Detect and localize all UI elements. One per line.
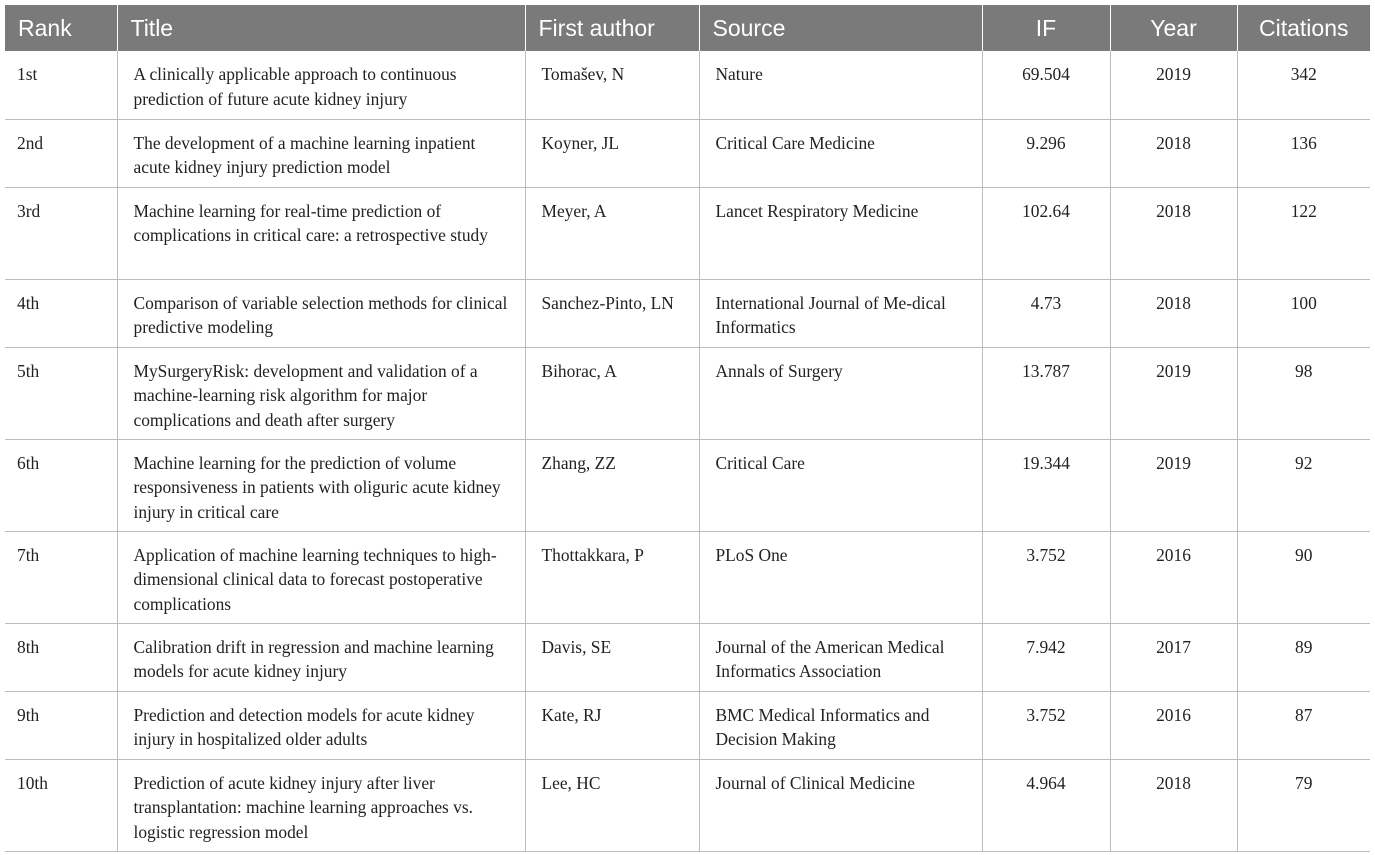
cell-rank: 2nd bbox=[5, 119, 117, 187]
table-row bbox=[5, 119, 1370, 187]
cell-source: Critical Care Medicine bbox=[699, 119, 982, 187]
cell-year: 2018 bbox=[1110, 187, 1237, 279]
cell-citations: 87 bbox=[1237, 691, 1370, 759]
cell-year: 2016 bbox=[1110, 691, 1237, 759]
cell-if: 102.64 bbox=[982, 187, 1110, 279]
cell-title: Prediction and detection models for acute kidney injury in hospitalized older adults bbox=[117, 691, 525, 759]
cell-author: Koyner, JL bbox=[525, 119, 699, 187]
cell-source: Journal of the American Medical Informatics Association bbox=[699, 623, 982, 691]
cell-if: 19.344 bbox=[982, 439, 1110, 531]
table-row bbox=[5, 187, 1370, 279]
cell-if: 13.787 bbox=[982, 347, 1110, 439]
cell-title: A clinically applicable approach to continuous prediction of future acute kidney injury bbox=[117, 51, 525, 119]
cell-rank: 3rd bbox=[5, 187, 117, 279]
cell-citations: 90 bbox=[1237, 531, 1370, 623]
cell-citations: 122 bbox=[1237, 187, 1370, 279]
cell-rank: 9th bbox=[5, 691, 117, 759]
cell-citations: 342 bbox=[1237, 51, 1370, 119]
table-row bbox=[5, 531, 1370, 623]
header-year: Year bbox=[1110, 5, 1237, 51]
cell-title: Comparison of variable selection methods for clinical predictive modeling bbox=[117, 279, 525, 347]
cell-title: Application of machine learning techniques to high-dimensional clinical data to forecast postoperative complications bbox=[117, 531, 525, 623]
cell-year: 2018 bbox=[1110, 119, 1237, 187]
cell-if: 3.752 bbox=[982, 531, 1110, 623]
citation-ranking-table bbox=[5, 5, 1370, 852]
cell-year: 2017 bbox=[1110, 623, 1237, 691]
cell-source: Journal of Clinical Medicine bbox=[699, 759, 982, 851]
cell-if: 7.942 bbox=[982, 623, 1110, 691]
table-row bbox=[5, 439, 1370, 531]
cell-source: Lancet Respiratory Medicine bbox=[699, 187, 982, 279]
cell-citations: 136 bbox=[1237, 119, 1370, 187]
cell-year: 2018 bbox=[1110, 759, 1237, 851]
cell-rank: 6th bbox=[5, 439, 117, 531]
cell-if: 9.296 bbox=[982, 119, 1110, 187]
cell-rank: 4th bbox=[5, 279, 117, 347]
cell-citations: 98 bbox=[1237, 347, 1370, 439]
cell-rank: 5th bbox=[5, 347, 117, 439]
cell-author: Davis, SE bbox=[525, 623, 699, 691]
cell-title: MySurgeryRisk: development and validation of a machine-learning risk algorithm for major complications and death after surgery bbox=[117, 347, 525, 439]
cell-year: 2019 bbox=[1110, 439, 1237, 531]
table-row bbox=[5, 347, 1370, 439]
header-source: Source bbox=[699, 5, 982, 51]
cell-year: 2016 bbox=[1110, 531, 1237, 623]
cell-title: The development of a machine learning inpatient acute kidney injury prediction model bbox=[117, 119, 525, 187]
table-row bbox=[5, 51, 1370, 119]
table-row bbox=[5, 691, 1370, 759]
cell-source: Nature bbox=[699, 51, 982, 119]
cell-author: Tomašev, N bbox=[525, 51, 699, 119]
cell-title: Calibration drift in regression and machine learning models for acute kidney injury bbox=[117, 623, 525, 691]
cell-year: 2019 bbox=[1110, 51, 1237, 119]
cell-author: Thottakkara, P bbox=[525, 531, 699, 623]
header-first-author: First author bbox=[525, 5, 699, 51]
cell-if: 4.964 bbox=[982, 759, 1110, 851]
header-if: IF bbox=[982, 5, 1110, 51]
cell-rank: 10th bbox=[5, 759, 117, 851]
cell-citations: 89 bbox=[1237, 623, 1370, 691]
header-rank: Rank bbox=[5, 5, 117, 51]
cell-if: 4.73 bbox=[982, 279, 1110, 347]
cell-source: International Journal of Me-dical Informatics bbox=[699, 279, 982, 347]
cell-author: Kate, RJ bbox=[525, 691, 699, 759]
cell-source: Annals of Surgery bbox=[699, 347, 982, 439]
table-row bbox=[5, 279, 1370, 347]
cell-source: PLoS One bbox=[699, 531, 982, 623]
cell-rank: 8th bbox=[5, 623, 117, 691]
cell-author: Zhang, ZZ bbox=[525, 439, 699, 531]
cell-title: Prediction of acute kidney injury after liver transplantation: machine learning approaches vs. logistic regression model bbox=[117, 759, 525, 851]
cell-year: 2018 bbox=[1110, 279, 1237, 347]
cell-title: Machine learning for real-time prediction of complications in critical care: a retrospective study bbox=[117, 187, 525, 279]
header-title: Title bbox=[117, 5, 525, 51]
cell-title: Machine learning for the prediction of volume responsiveness in patients with oliguric acute kidney injury in critical care bbox=[117, 439, 525, 531]
cell-author: Meyer, A bbox=[525, 187, 699, 279]
cell-if: 3.752 bbox=[982, 691, 1110, 759]
table-row bbox=[5, 623, 1370, 691]
cell-rank: 1st bbox=[5, 51, 117, 119]
header-row bbox=[5, 5, 1370, 51]
cell-source: BMC Medical Informatics and Decision Making bbox=[699, 691, 982, 759]
cell-if: 69.504 bbox=[982, 51, 1110, 119]
cell-source: Critical Care bbox=[699, 439, 982, 531]
cell-author: Sanchez-Pinto, LN bbox=[525, 279, 699, 347]
cell-rank: 7th bbox=[5, 531, 117, 623]
cell-year: 2019 bbox=[1110, 347, 1237, 439]
cell-citations: 92 bbox=[1237, 439, 1370, 531]
cell-citations: 100 bbox=[1237, 279, 1370, 347]
cell-author: Bihorac, A bbox=[525, 347, 699, 439]
table-row bbox=[5, 759, 1370, 851]
header-citations: Citations bbox=[1237, 5, 1370, 51]
cell-citations: 79 bbox=[1237, 759, 1370, 851]
cell-author: Lee, HC bbox=[525, 759, 699, 851]
